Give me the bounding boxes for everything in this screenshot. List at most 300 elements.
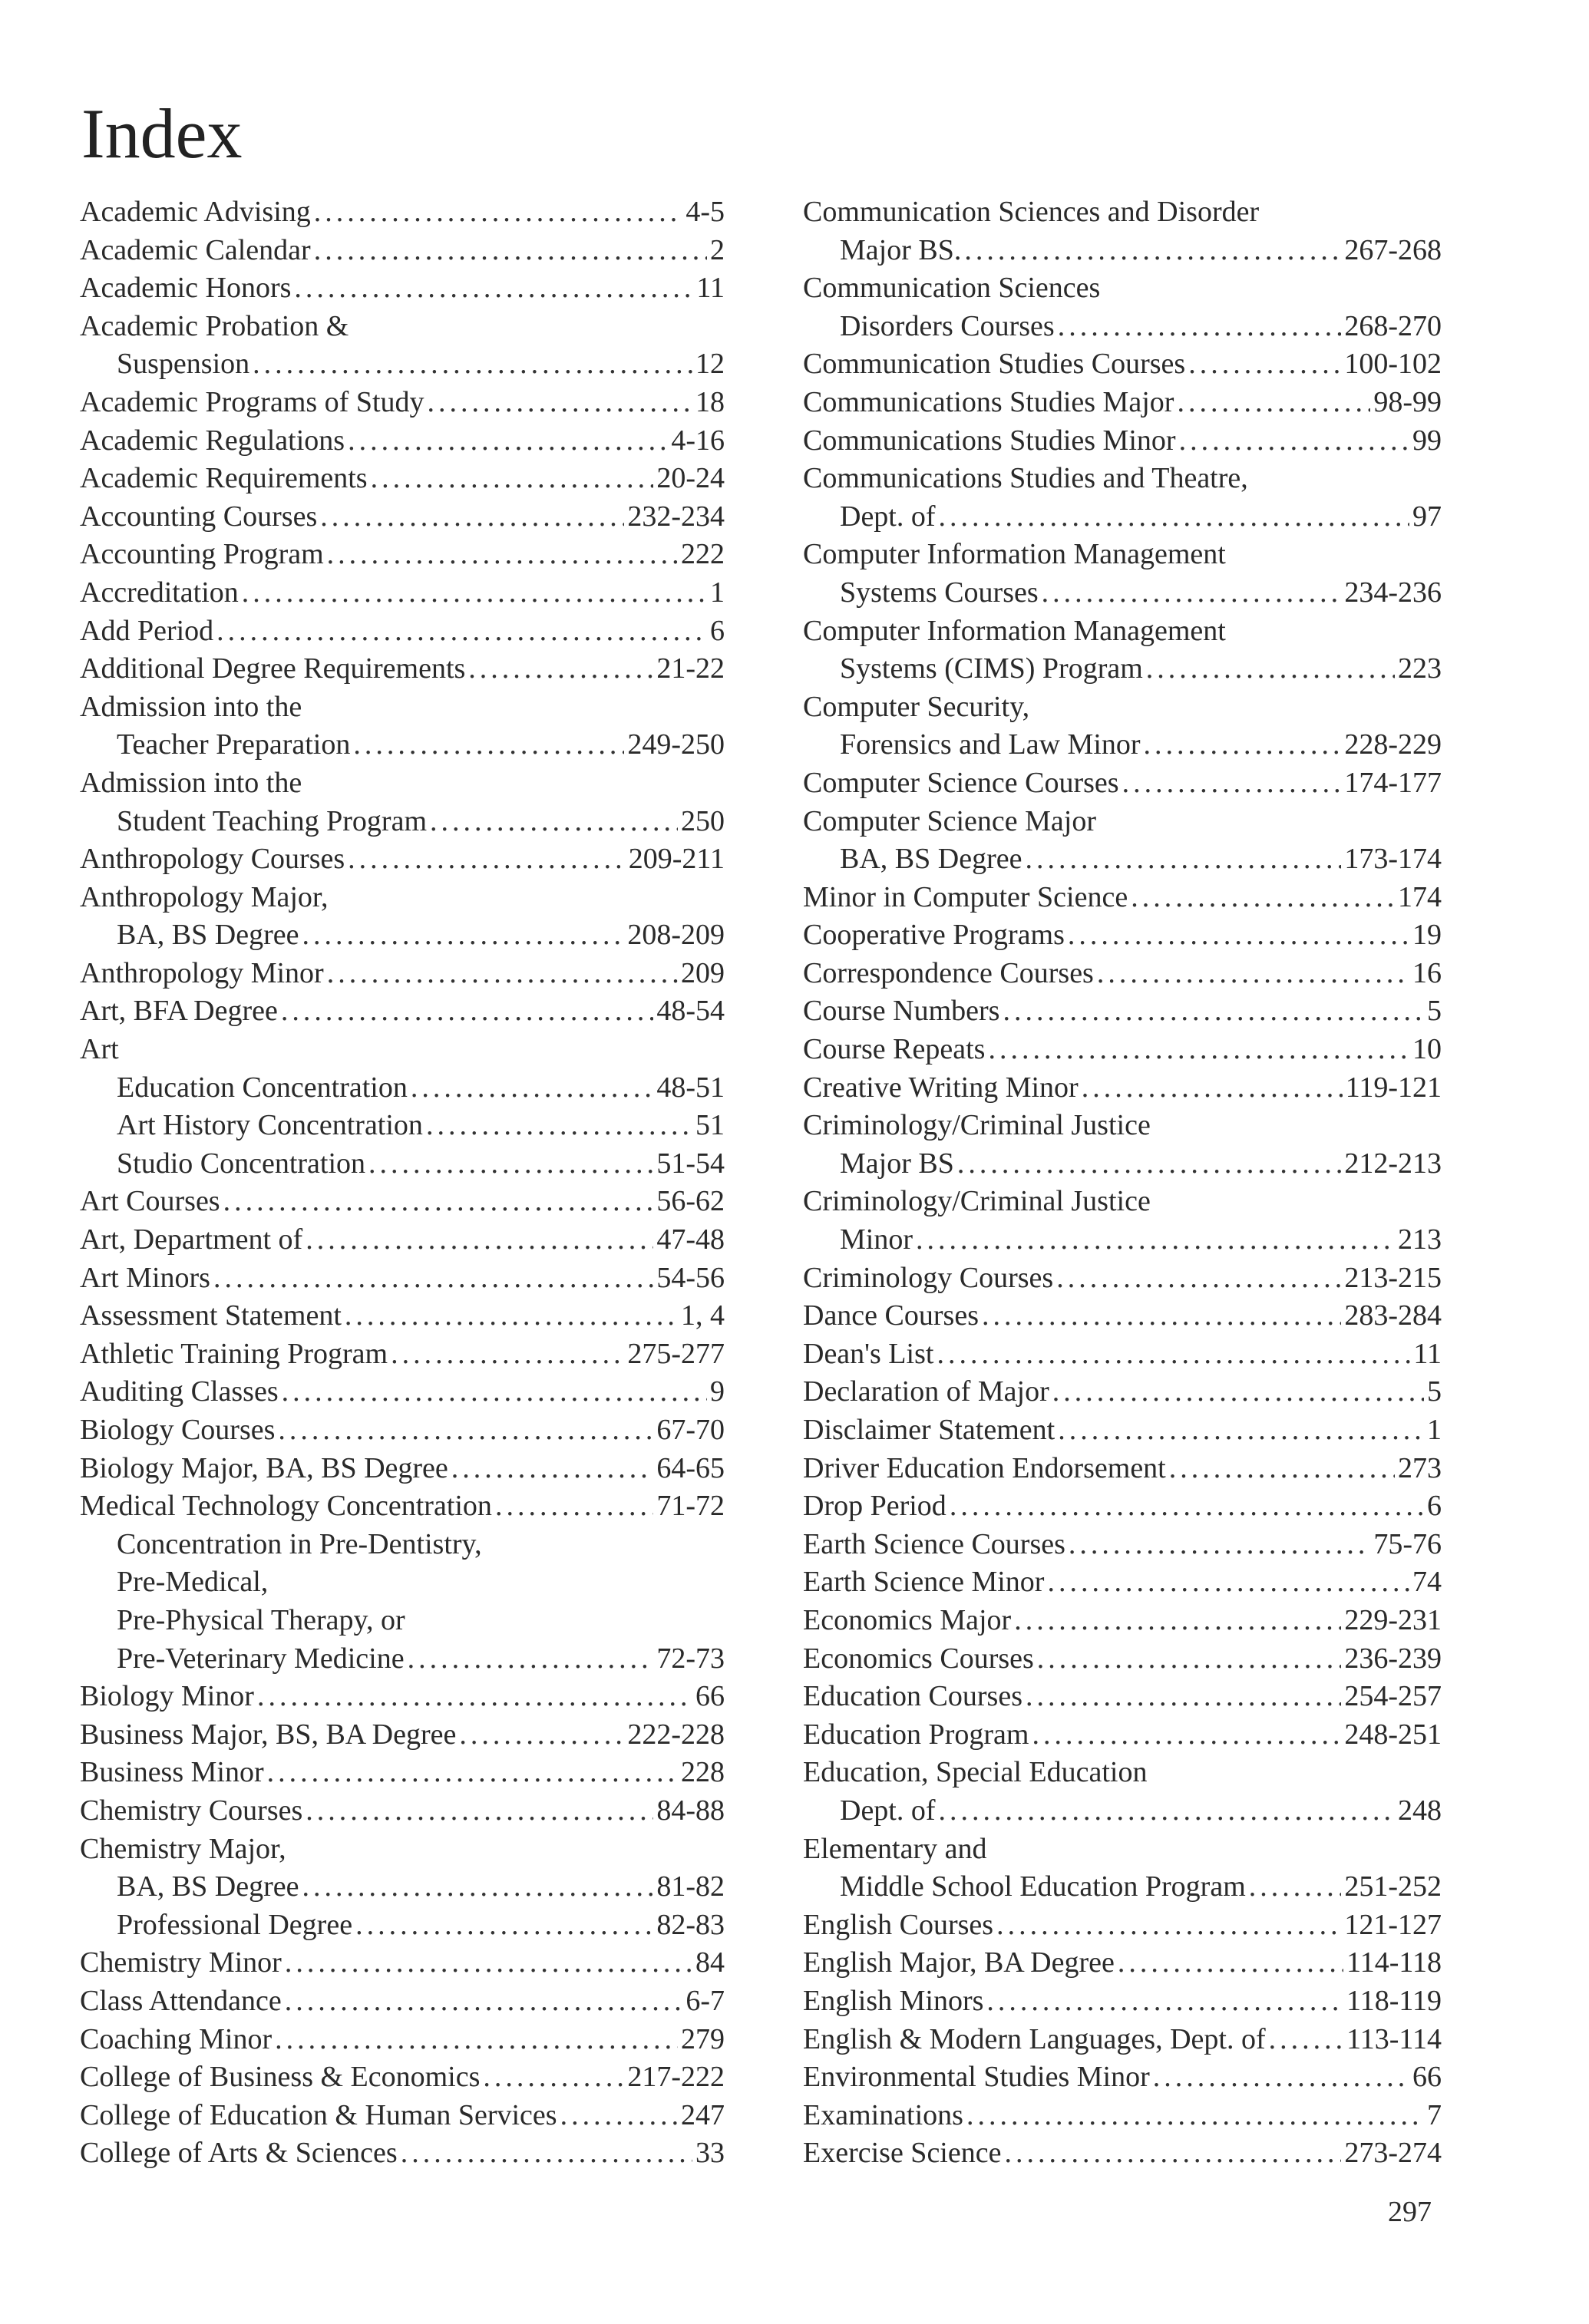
index-entry-pages: 84-88 (656, 1794, 725, 1827)
index-entry-term: Biology Minor (80, 1680, 254, 1713)
dot-leader (1058, 1411, 1424, 1450)
index-entry (80, 1716, 725, 1755)
dot-leader (1058, 308, 1342, 346)
index-entry-pages: 66 (1412, 2061, 1442, 2094)
dot-leader (982, 1297, 1341, 1335)
index-entry-term: English Courses (803, 1908, 994, 1941)
index-entry-pages: 51 (695, 1109, 725, 1142)
index-entry-pages: 1 (1427, 1414, 1442, 1446)
index-entry-pages: 1 (710, 576, 725, 609)
index-entry-term: English Minors (803, 1984, 984, 2017)
index-entry (80, 1335, 725, 1374)
index-entry (803, 1716, 1442, 1755)
index-entry-pages: 118-119 (1346, 1984, 1442, 2017)
dot-leader (1026, 1678, 1341, 1716)
index-entry-pages: 228 (681, 1756, 725, 1789)
index-entry-term: Communications Studies and Theatre, (803, 462, 1248, 495)
index-entry-term: Class Attendance (80, 1984, 282, 2017)
dot-leader (281, 992, 653, 1031)
index-entry-pages: 213 (1398, 1223, 1442, 1256)
dot-leader (1042, 574, 1342, 612)
index-entry (80, 1792, 725, 1830)
dot-leader (294, 269, 693, 308)
dot-leader (1025, 840, 1341, 879)
index-entry-pages: 98-99 (1373, 385, 1442, 418)
index-entry-pages: 247 (681, 2098, 725, 2131)
index-entry (80, 803, 725, 841)
index-entry-pages: 279 (681, 2022, 725, 2055)
index-entry-term: Chemistry Courses (80, 1794, 303, 1827)
index-entry-term: Systems Courses (840, 576, 1039, 609)
index-entry (803, 955, 1442, 993)
index-entry-pages: 10 (1412, 1033, 1442, 1066)
dot-leader (285, 1982, 683, 2021)
index-entry-term: Art History Concentration (117, 1109, 423, 1142)
index-entry-pages: 100-102 (1344, 348, 1442, 381)
dot-leader (223, 1183, 654, 1221)
index-entry-pages: 251-252 (1344, 1870, 1442, 1903)
index-entry (80, 1526, 725, 1564)
index-entry (80, 384, 725, 422)
dot-leader (483, 2058, 624, 2097)
dot-leader (459, 1716, 624, 1755)
index-entry-term: Art, BFA Degree (80, 995, 278, 1028)
dot-leader (426, 1107, 692, 1145)
index-entry-term: Correspondence Courses (803, 956, 1094, 989)
index-entry-term: Computer Science Courses (803, 766, 1119, 799)
dot-leader (430, 803, 678, 841)
index-entry-term: Course Repeats (803, 1033, 986, 1066)
page-number: 297 (1388, 2196, 1432, 2228)
index-entry (803, 193, 1442, 232)
index-entry-term: Professional Degree (117, 1908, 353, 1941)
dot-leader (345, 1297, 678, 1335)
index-entry (803, 1335, 1442, 1374)
index-entry (803, 1754, 1442, 1792)
index-entry-term: Pre-Physical Therapy, or (117, 1603, 405, 1636)
index-entry (803, 1563, 1442, 1602)
index-entry (80, 992, 725, 1031)
index-entry (80, 498, 725, 536)
index-entry (80, 1563, 725, 1602)
dot-leader (408, 1640, 654, 1679)
index-entry-term: Business Major, BS, BA Degree (80, 1718, 457, 1751)
index-entry (80, 650, 725, 688)
index-entry-term: Anthropology Courses (80, 843, 345, 876)
index-entry-term: Accreditation (80, 576, 239, 609)
index-entry-term: Biology Courses (80, 1414, 276, 1446)
dot-leader (348, 422, 668, 461)
index-entry-term: Major BS (840, 1147, 954, 1180)
dot-leader (1169, 1450, 1395, 1488)
index-entry (803, 803, 1442, 841)
index-entry (803, 498, 1442, 536)
index-entry (803, 2058, 1442, 2097)
index-entry-pages: 16 (1412, 956, 1442, 989)
index-entry-term: College of Business & Economics (80, 2061, 481, 2094)
index-entry (803, 574, 1442, 612)
index-entry-term: Education, Special Education (803, 1756, 1148, 1789)
index-entry-term: Economics Major (803, 1603, 1012, 1636)
index-entry-term: Earth Science Minor (803, 1566, 1045, 1599)
index-entry-term: Criminology Courses (803, 1261, 1054, 1294)
index-entry (80, 1602, 725, 1640)
index-entry (803, 916, 1442, 955)
index-entry-term: English & Modern Languages, Dept. of (803, 2022, 1266, 2055)
index-entry-term: Dean's List (803, 1337, 934, 1370)
dot-leader (1131, 879, 1395, 917)
index-entry (80, 1297, 725, 1335)
index-entry-pages: 19 (1412, 919, 1442, 952)
index-entry-term: Pre-Veterinary Medicine (117, 1642, 405, 1675)
index-entry-pages: 4-16 (671, 424, 725, 457)
dot-leader (1249, 1868, 1342, 1906)
index-entry (80, 612, 725, 651)
index-entry (803, 1183, 1442, 1221)
index-entry (80, 232, 725, 270)
index-entry-term: Teacher Preparation (117, 728, 351, 761)
index-entry-pages: 84 (695, 1946, 725, 1979)
index-entry-term: Accounting Courses (80, 500, 318, 533)
index-entry-term: Medical Technology Concentration (80, 1490, 492, 1523)
index-entry-term: Computer Science Major (803, 804, 1097, 837)
dot-leader (964, 232, 1341, 270)
index-entry-term: Chemistry Minor (80, 1946, 282, 1979)
dot-leader (1122, 764, 1342, 803)
index-entry (803, 1944, 1442, 1982)
index-entry (803, 1792, 1442, 1830)
index-entry (80, 840, 725, 879)
index-entry (803, 764, 1442, 803)
index-entry (80, 916, 725, 955)
index-entry (80, 1107, 725, 1145)
index-entry-term: Major BS. (840, 233, 962, 266)
index-entry-term: Dept. of (840, 1794, 936, 1827)
dot-leader (916, 1221, 1395, 1259)
dot-leader (495, 1487, 653, 1526)
index-entry-term: Art, Department of (80, 1223, 303, 1256)
index-entry-pages: 248-251 (1344, 1718, 1442, 1751)
index-entry (803, 1487, 1442, 1526)
index-entry-term: Academic Probation & (80, 309, 349, 342)
index-entry (803, 1411, 1442, 1450)
dot-leader (937, 1335, 1410, 1374)
index-entry-term: Admission into the (80, 766, 302, 799)
index-entry (80, 1145, 725, 1183)
dot-leader (1052, 1373, 1424, 1411)
dot-leader (314, 193, 683, 232)
index-entry (803, 269, 1442, 308)
dot-leader (468, 650, 653, 688)
dot-leader (278, 1411, 653, 1450)
index-entry (803, 232, 1442, 270)
index-entry (803, 1297, 1442, 1335)
index-entry-term: Anthropology Major, (80, 880, 329, 913)
index-entry-term: Pre-Medical, (117, 1566, 269, 1599)
index-entry (803, 1830, 1442, 1869)
index-entry-term: Studio Concentration (117, 1147, 366, 1180)
index-entry-pages: 67-70 (656, 1414, 725, 1446)
dot-leader (1047, 1563, 1409, 1602)
index-entry-term: Academic Calendar (80, 233, 311, 266)
index-entry-pages: 2 (710, 233, 725, 266)
index-entry (803, 726, 1442, 764)
index-entry-term: Environmental Studies Minor (803, 2061, 1150, 2094)
index-entry (803, 1221, 1442, 1259)
index-entry-pages: 119-121 (1345, 1071, 1442, 1104)
index-entry-term: Minor (840, 1223, 913, 1256)
index-entry-term: Academic Advising (80, 196, 311, 228)
dot-leader (267, 1754, 678, 1792)
index-entry-term: Accounting Program (80, 538, 324, 571)
index-entry (80, 536, 725, 574)
index-entry (80, 1259, 725, 1298)
dot-leader (216, 612, 707, 651)
dot-leader (314, 232, 707, 270)
index-entry-pages: 232-234 (627, 500, 725, 533)
index-entry (803, 384, 1442, 422)
index-entry-term: College of Arts & Sciences (80, 2137, 398, 2170)
index-entry-pages: 273 (1398, 1451, 1442, 1484)
dot-leader (1004, 2134, 1341, 2173)
index-entry-term: Academic Programs of Study (80, 385, 425, 418)
dot-leader (401, 2134, 692, 2173)
dot-leader (1097, 955, 1409, 993)
index-entry (803, 1450, 1442, 1488)
index-entry-pages: 11 (696, 272, 725, 305)
index-entry (80, 955, 725, 993)
index-entry-term: Suspension (117, 348, 250, 381)
index-entry (803, 2134, 1442, 2173)
index-entry (803, 2021, 1442, 2059)
index-entry (80, 269, 725, 308)
index-entry-pages: 174-177 (1344, 766, 1442, 799)
index-entry-pages: 75-76 (1373, 1527, 1442, 1560)
index-entry-pages: 222-228 (627, 1718, 725, 1751)
index-entry-pages: 82-83 (656, 1908, 725, 1941)
index-entry (80, 1830, 725, 1869)
index-entry-term: Computer Information Management (803, 538, 1226, 571)
index-entry (803, 1602, 1442, 1640)
dot-leader (306, 1221, 653, 1259)
dot-leader (988, 1031, 1409, 1069)
dot-leader (451, 1450, 654, 1488)
index-entry (80, 308, 725, 346)
index-entry-pages: 5 (1427, 995, 1442, 1028)
dot-leader (353, 726, 624, 764)
dot-leader (1177, 384, 1370, 422)
index-entry-term: Course Numbers (803, 995, 1000, 1028)
index-entry (80, 2058, 725, 2097)
index-entry (80, 2097, 725, 2135)
index-entry (803, 992, 1442, 1031)
index-entry (803, 1373, 1442, 1411)
index-entry-term: Dance Courses (803, 1299, 979, 1332)
index-entry (803, 1678, 1442, 1716)
index-entry (803, 1640, 1442, 1679)
index-entry-term: Communications Studies Major (803, 385, 1174, 418)
index-entry-pages: 4-5 (685, 196, 725, 228)
index-entry-pages: 81-82 (656, 1870, 725, 1903)
index-entry-term: BA, BS Degree (117, 919, 299, 952)
index-entry-pages: 5 (1427, 1375, 1442, 1408)
index-entry-term: Forensics and Law Minor (840, 728, 1141, 761)
index-entry-term: Middle School Education Program (840, 1870, 1246, 1903)
index-entry-pages: 97 (1412, 500, 1442, 533)
index-entry-pages: 9 (710, 1375, 725, 1408)
index-entry-pages: 72-73 (656, 1642, 725, 1675)
index-entry (80, 193, 725, 232)
index-entry (80, 1640, 725, 1679)
dot-leader (1037, 1640, 1342, 1679)
index-entry-pages: 1, 4 (681, 1299, 725, 1332)
index-entry (80, 1373, 725, 1411)
index-entry-pages: 54-56 (656, 1261, 725, 1294)
index-entry (803, 1868, 1442, 1906)
index-entry-term: Computer Information Management (803, 614, 1226, 647)
index-entry-pages: 113-114 (1346, 2022, 1442, 2055)
index-entry (80, 726, 725, 764)
index-entry-term: Art Minors (80, 1261, 210, 1294)
index-entry-term: Criminology/Criminal Justice (803, 1185, 1151, 1218)
dot-leader (257, 1678, 692, 1716)
index-entry (803, 2097, 1442, 2135)
index-entry-pages: 234-236 (1344, 576, 1442, 609)
index-entry-term: Disorders Courses (840, 309, 1055, 342)
index-entry-pages: 275-277 (627, 1337, 725, 1370)
index-entry-term: Communications Studies Minor (803, 424, 1176, 457)
index-entry-term: Student Teaching Program (117, 804, 428, 837)
dot-leader (253, 345, 692, 384)
index-entry-pages: 33 (695, 2137, 725, 2170)
index-entry-pages: 248 (1398, 1794, 1442, 1827)
dot-leader (1188, 345, 1341, 384)
dot-leader (391, 1335, 624, 1374)
index-entry-term: Coaching Minor (80, 2022, 273, 2055)
index-entry-pages: 71-72 (656, 1490, 725, 1523)
index-entry (80, 460, 725, 498)
index-entry-pages: 229-231 (1344, 1603, 1442, 1636)
index-entry (803, 1526, 1442, 1564)
dot-leader (939, 1792, 1395, 1830)
index-entry-term: Communication Sciences (803, 272, 1101, 305)
dot-leader (1118, 1944, 1343, 1982)
dot-leader (275, 2021, 678, 2059)
dot-leader (285, 1944, 692, 1982)
index-entry-term: Economics Courses (803, 1642, 1034, 1675)
index-entry-term: Dept. of (840, 500, 936, 533)
index-entry-pages: 217-222 (627, 2061, 725, 2094)
index-entry-term: Earth Science Courses (803, 1527, 1065, 1560)
index-entry (803, 1906, 1442, 1945)
index-entry (803, 536, 1442, 574)
dot-leader (1144, 726, 1342, 764)
index-entry-pages: 47-48 (656, 1223, 725, 1256)
index-entry (80, 1906, 725, 1945)
index-entry (80, 2134, 725, 2173)
dot-leader (1082, 1069, 1343, 1108)
index-entry-term: Add Period (80, 614, 214, 647)
index-entry-term: Admission into the (80, 690, 302, 723)
index-entry-term: Drop Period (803, 1490, 946, 1523)
index-entry (80, 1031, 725, 1069)
index-entry (80, 1411, 725, 1450)
dot-leader (1014, 1602, 1341, 1640)
index-entry-pages: 11 (1413, 1337, 1442, 1370)
index-entry-term: BA, BS Degree (117, 1870, 299, 1903)
index-entry-pages: 51-54 (656, 1147, 725, 1180)
dot-leader (996, 1906, 1341, 1945)
index-entry (80, 688, 725, 727)
index-entry (803, 460, 1442, 498)
index-entry-term: Athletic Training Program (80, 1337, 388, 1370)
index-entry (80, 422, 725, 461)
index-entry-pages: 74 (1412, 1566, 1442, 1599)
index-entry-term: English Major, BA Degree (803, 1946, 1115, 1979)
index-entry (803, 308, 1442, 346)
index-entry-pages: 267-268 (1344, 233, 1442, 266)
index-entry-term: BA, BS Degree (840, 843, 1022, 876)
dot-leader (302, 1868, 653, 1906)
index-entry (803, 879, 1442, 917)
index-entry (803, 1069, 1442, 1108)
index-entry-term: Academic Requirements (80, 462, 368, 495)
index-entry-term: Education Courses (803, 1680, 1023, 1713)
index-entry-pages: 6-7 (685, 1984, 725, 2017)
index-entry-pages: 21-22 (656, 652, 725, 685)
index-entry-pages: 223 (1398, 652, 1442, 685)
index-entry-pages: 254-257 (1344, 1680, 1442, 1713)
dot-leader (966, 2097, 1424, 2135)
index-entry (803, 1031, 1442, 1069)
dot-leader (242, 574, 707, 612)
dot-leader (282, 1373, 707, 1411)
dot-leader (1068, 916, 1409, 955)
index-entry-pages: 7 (1427, 2098, 1442, 2131)
index-entry (803, 1259, 1442, 1298)
index-entry-pages: 6 (1427, 1490, 1442, 1523)
index-entry-term: Anthropology Minor (80, 956, 324, 989)
index-entry-term: Computer Security, (803, 690, 1030, 723)
index-entry-term: Biology Major, BA, BS Degree (80, 1451, 448, 1484)
index-entry (80, 1944, 725, 1982)
index-entry-term: Academic Honors (80, 272, 292, 305)
index-entry-pages: 114-118 (1346, 1946, 1442, 1979)
dot-leader (371, 460, 654, 498)
index-entry-pages: 173-174 (1344, 843, 1442, 876)
index-entry (803, 1107, 1442, 1145)
index-entry (80, 1450, 725, 1488)
index-entry-term: Minor in Computer Science (803, 880, 1128, 913)
dot-leader (355, 1906, 653, 1945)
index-entry-pages: 213-215 (1344, 1261, 1442, 1294)
dot-leader (348, 840, 626, 879)
index-entry-pages: 56-62 (656, 1185, 725, 1218)
index-entry-term: Elementary and (803, 1832, 987, 1865)
index-entry (80, 1754, 725, 1792)
dot-leader (411, 1069, 654, 1108)
index-entry-pages: 48-51 (656, 1071, 725, 1104)
index-entry-pages: 273-274 (1344, 2137, 1442, 2170)
dot-leader (957, 1145, 1341, 1183)
index-entry (80, 2021, 725, 2059)
index-entry-term: Driver Education Endorsement (803, 1451, 1166, 1484)
index-entry-pages: 222 (681, 538, 725, 571)
index-entry-pages: 64-65 (656, 1451, 725, 1484)
index-entry-term: Declaration of Major (803, 1375, 1049, 1408)
dot-leader (986, 1982, 1343, 2021)
index-entry-pages: 99 (1412, 424, 1442, 457)
